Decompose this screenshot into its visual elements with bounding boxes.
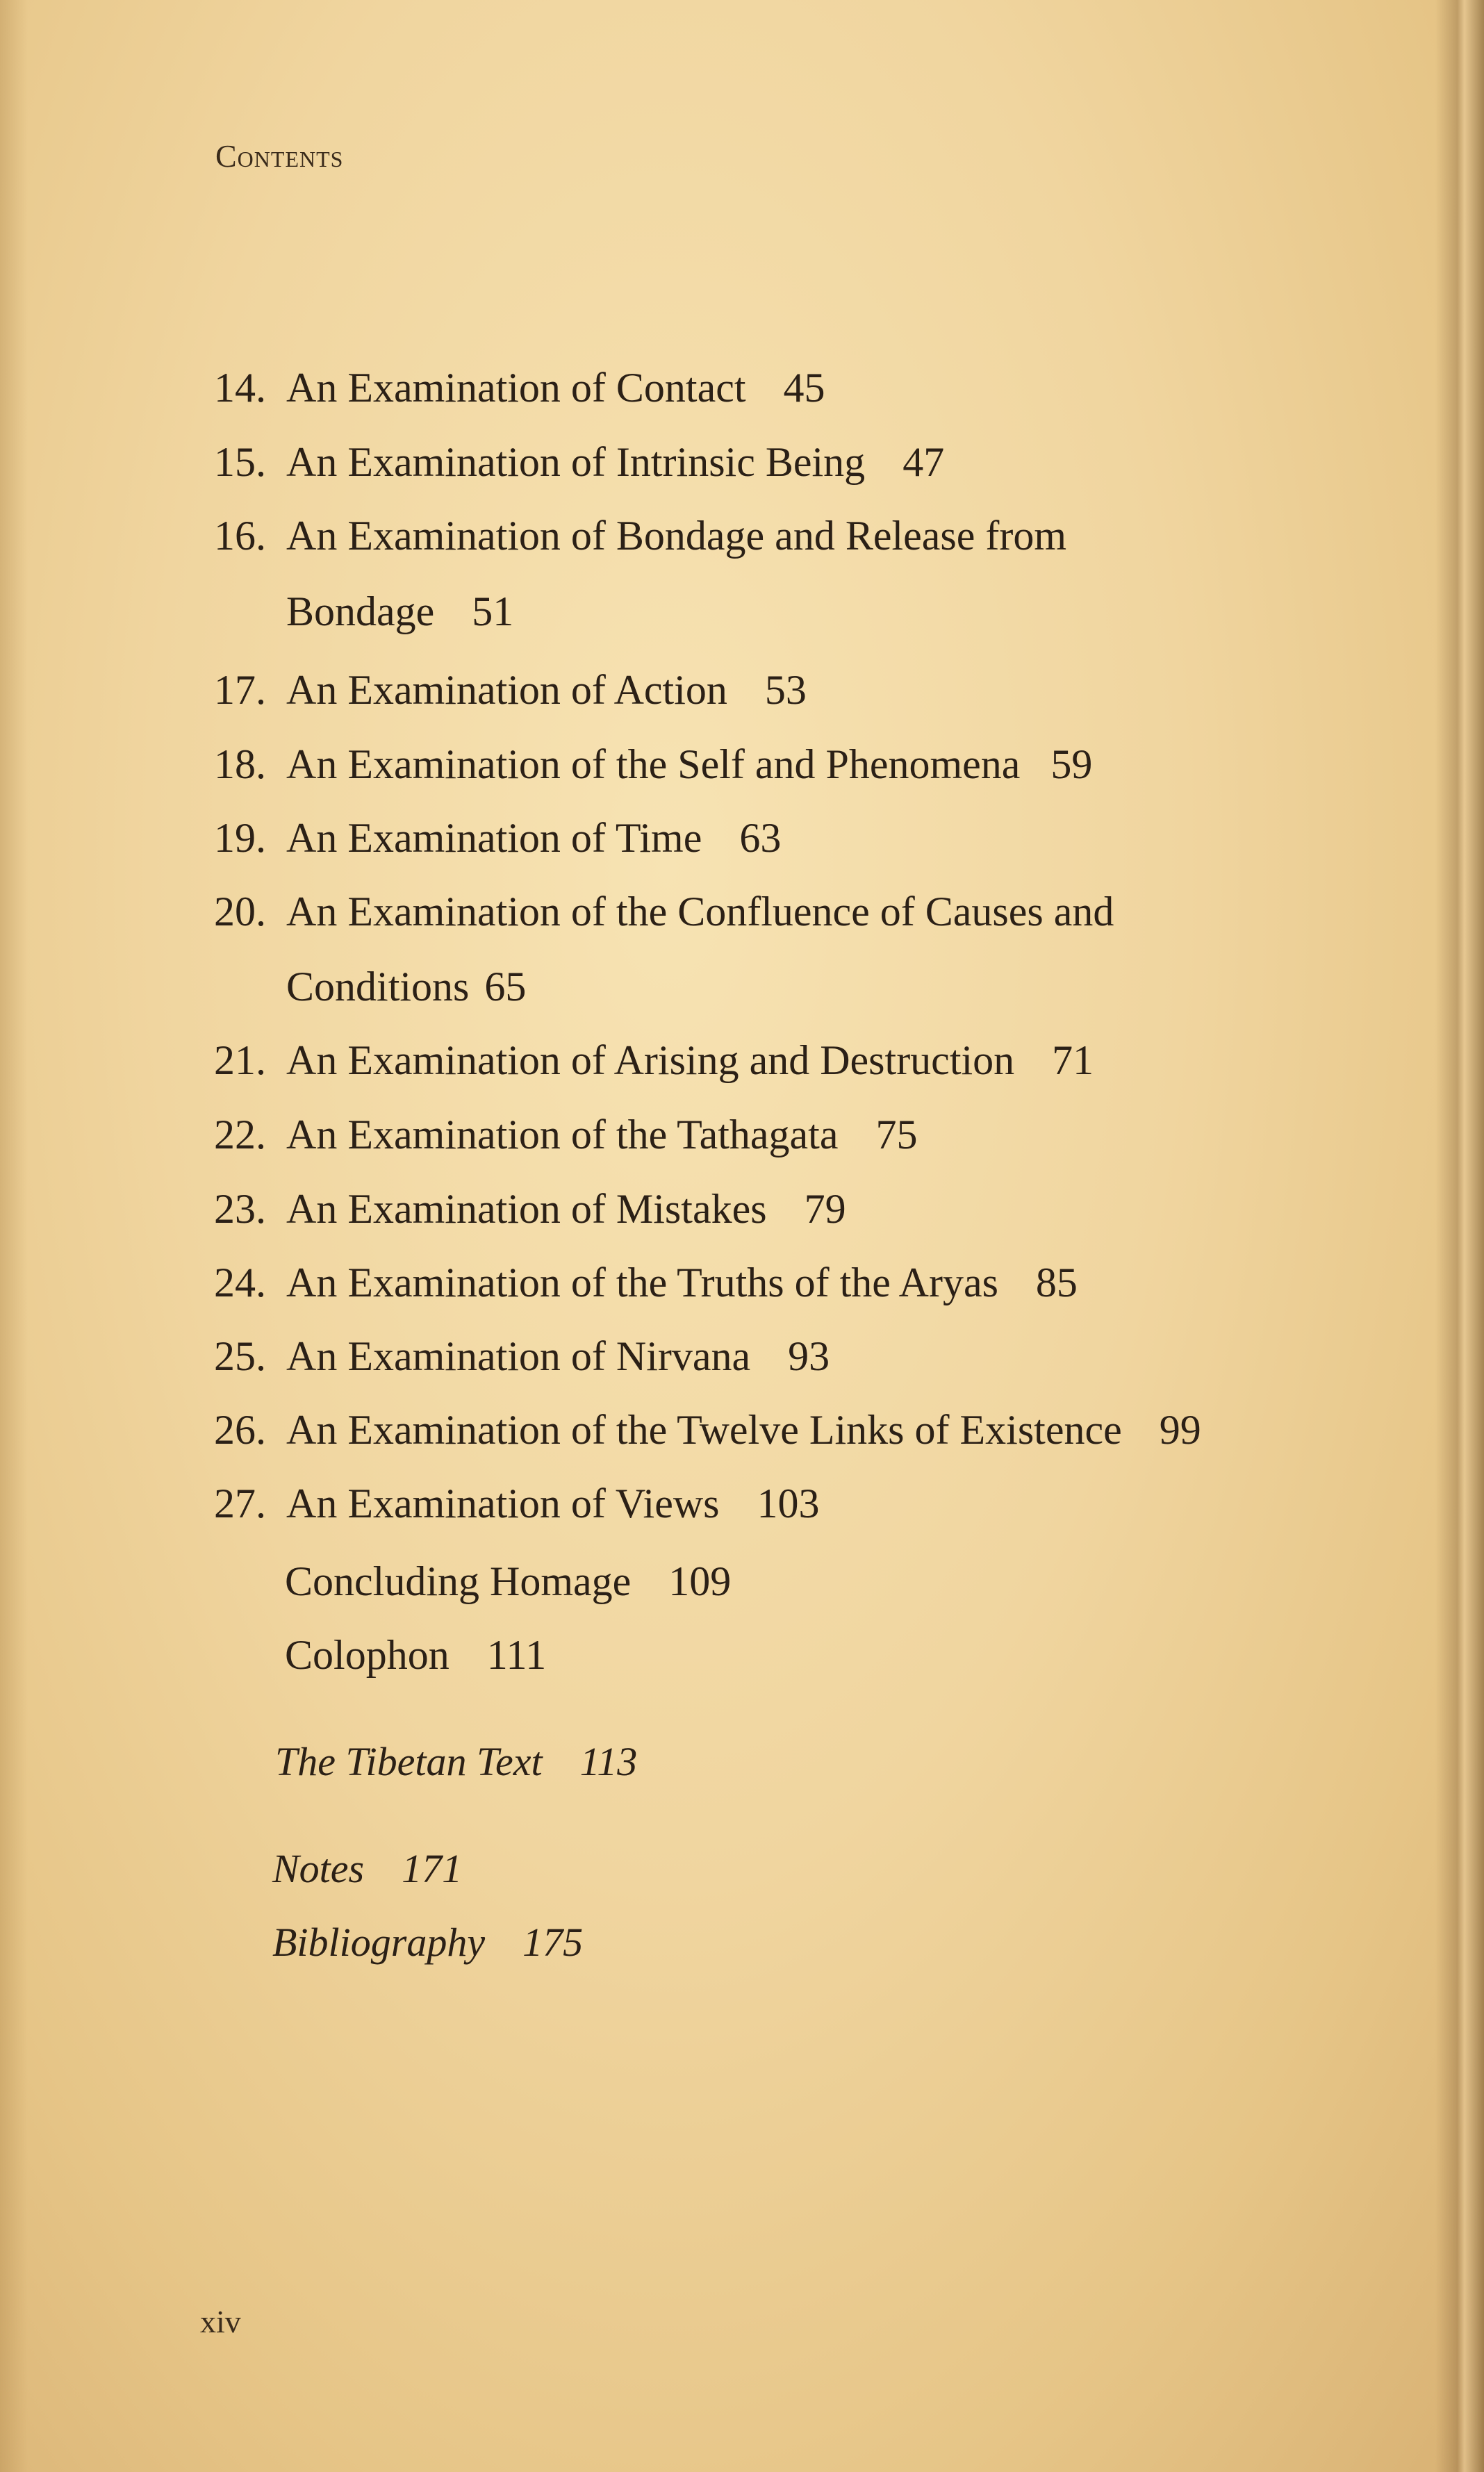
entry-page-number: 45: [783, 365, 825, 411]
entry-number: 24.: [214, 1260, 266, 1305]
toc-entry-colophon: [285, 1634, 546, 1676]
running-head: Contents: [215, 138, 344, 174]
entry-page-number: 93: [788, 1333, 830, 1379]
entry-number: 16.: [214, 513, 266, 559]
entry-page-number: 109: [668, 1558, 732, 1604]
entry-title-line: [286, 1409, 1201, 1451]
entry-title-line: [286, 743, 1092, 785]
entry-title: An Examination of Time: [286, 815, 702, 861]
toc-entry-bibliography: [272, 1919, 583, 1966]
entry-number: 23.: [214, 1186, 266, 1232]
entry-page-number: 63: [739, 815, 782, 861]
entry-number: 22.: [214, 1112, 266, 1157]
entry-title: An Examination of the Twelve Links of Existence: [286, 1407, 1122, 1453]
entry-page-number: 71: [1052, 1037, 1094, 1083]
entry-page-number: 79: [804, 1186, 846, 1232]
entry-page-number: 175: [522, 1920, 584, 1965]
entry-page-number: 53: [764, 667, 807, 713]
entry-title: An Examination of Nirvana: [286, 1333, 751, 1379]
entry-title-line: [286, 1188, 846, 1230]
entry-title: An Examination of Contact: [286, 365, 746, 411]
entry-title: An Examination of Arising and Destruction: [286, 1037, 1015, 1083]
entry-title: An Examination of Mistakes: [286, 1186, 767, 1232]
entry-page-number: 59: [1050, 741, 1093, 787]
entry-title: An Examination of Bondage and Release from: [286, 513, 1067, 559]
entry-title-line: [286, 1114, 917, 1155]
entry-title-line: [286, 669, 807, 711]
entry-title-continuation: Conditions: [286, 964, 470, 1010]
toc-entry-continuation: [286, 588, 514, 634]
entry-number: 20.: [214, 889, 266, 934]
entry-page-number: 103: [757, 1481, 820, 1526]
toc-entry-continuation: [286, 964, 527, 1010]
entry-title: An Examination of Intrinsic Being: [286, 439, 866, 485]
entry-page-number: 171: [402, 1846, 463, 1891]
entry-page-number: 111: [486, 1632, 547, 1678]
entry-title-line: [286, 1262, 1078, 1303]
entry-page-number: 51: [472, 588, 514, 634]
entry-title: An Examination of the Confluence of Causes and: [286, 889, 1114, 934]
entry-title-line: [286, 1335, 830, 1377]
entry-number: 21.: [214, 1037, 266, 1083]
entry-page-number: 113: [579, 1739, 638, 1784]
entry-number: 26.: [214, 1407, 266, 1453]
entry-number: 25.: [214, 1333, 266, 1379]
entry-number: 14.: [214, 365, 266, 411]
entry-title: An Examination of the Self and Phenomena: [286, 741, 1021, 787]
entry-page-number: 85: [1035, 1260, 1078, 1305]
entry-title: The Tibetan Text: [275, 1739, 543, 1784]
entry-number: 15.: [214, 439, 266, 485]
entry-title: An Examination of the Tathagata: [286, 1112, 839, 1157]
entry-title: An Examination of Action: [286, 667, 727, 713]
entry-page-number: 47: [902, 439, 945, 485]
entry-title: Notes: [272, 1846, 365, 1891]
entry-title: An Examination of the Truths of the Aryas: [286, 1260, 998, 1305]
entry-number: 18.: [214, 741, 266, 787]
entry-page-number: 75: [875, 1112, 918, 1157]
toc-entry-notes: [272, 1845, 462, 1892]
entry-title: Concluding Homage: [285, 1558, 632, 1604]
toc-entry-tibetan-text: [275, 1738, 637, 1785]
entry-number: 19.: [214, 815, 266, 861]
entry-title: Colophon: [285, 1632, 450, 1678]
entry-number: 27.: [214, 1481, 266, 1526]
entry-title-line: [286, 1483, 820, 1524]
entry-number: 17.: [214, 667, 266, 713]
entry-title: Bibliography: [272, 1920, 486, 1965]
entry-page-number: 99: [1159, 1407, 1201, 1453]
entry-title: An Examination of Views: [286, 1481, 720, 1526]
page-folio: xiv: [200, 2304, 241, 2339]
entry-title-line: [286, 817, 781, 859]
entry-title-line: [286, 367, 825, 409]
toc-entry-concluding-homage: [285, 1560, 731, 1602]
entry-title-line: [286, 1039, 1094, 1081]
entry-title-continuation: Bondage: [286, 588, 435, 634]
entry-title-line: [286, 441, 944, 483]
entry-page-number: 65: [484, 964, 527, 1010]
